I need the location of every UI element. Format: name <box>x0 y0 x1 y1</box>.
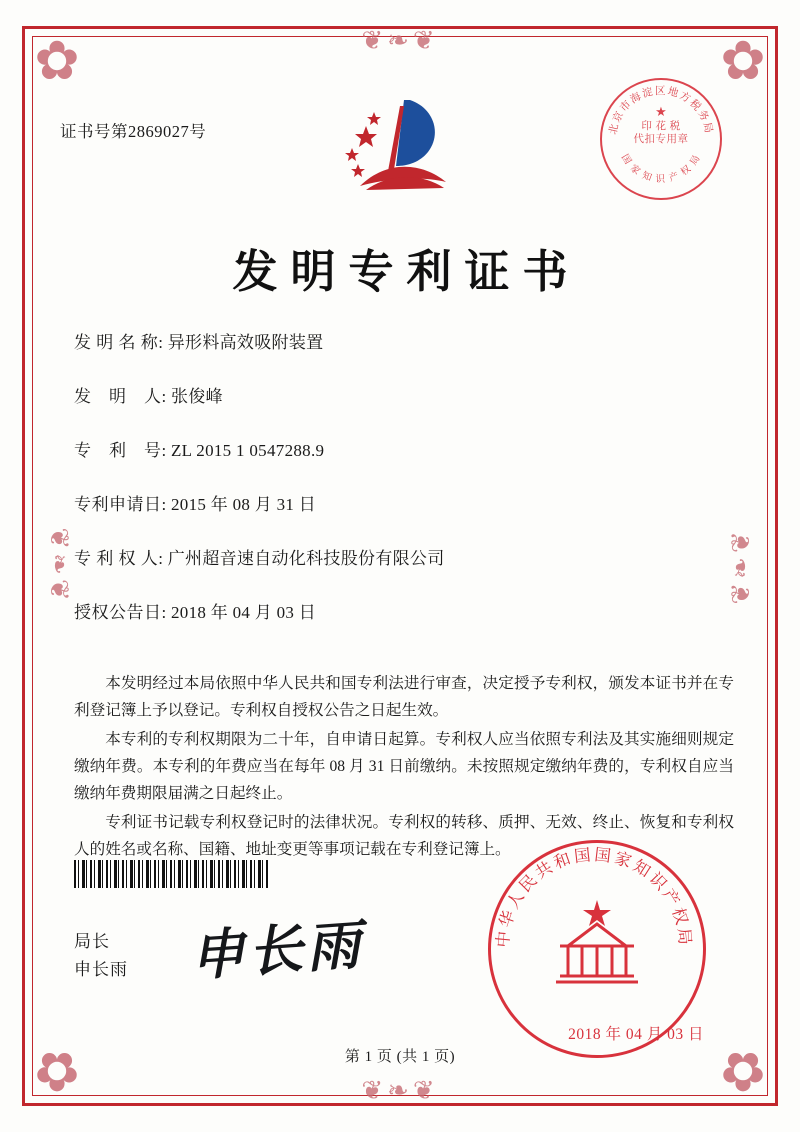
field-label: 发 明 人: <box>74 387 167 406</box>
certificate-number: 证书号第2869027号 <box>60 122 207 141</box>
svg-text:中华人民共和国国家知识产权局: 中华人民共和国国家知识产权局 <box>493 845 695 949</box>
commissioner-name: 申长雨 <box>74 960 128 979</box>
fields-list <box>74 332 740 656</box>
field-value: 异形料高效吸附装置 <box>167 333 324 352</box>
field-value: 2015 年 08 月 31 日 <box>170 495 317 514</box>
field-label: 授权公告日: <box>74 603 167 622</box>
field-invention-name <box>74 332 740 354</box>
field-inventor <box>74 386 740 408</box>
border-flourish-bottom: ❦❧❦ <box>361 1076 439 1105</box>
tax-stamp-line-2: 代扣专用章 <box>633 134 689 145</box>
border-flourish-top: ❦❧❦ <box>361 26 439 55</box>
field-label: 专 利 号: <box>74 441 167 460</box>
field-patentee <box>74 548 740 570</box>
corner-ornament-top-right: ✿ <box>720 31 766 91</box>
tax-stamp-line-1: 印 花 税 <box>641 121 681 132</box>
svg-text:北京市海淀区地方税务局: 北京市海淀区地方税务局 <box>607 86 715 136</box>
stamp-star-icon: ★ <box>655 104 667 119</box>
page-footer: 第 1 页 (共 1 页) <box>344 1049 456 1065</box>
barcode <box>74 860 270 888</box>
field-label: 专利申请日: <box>74 495 167 514</box>
seal-date: 2018 年 04 月 03 日 <box>568 1026 704 1043</box>
document-title: 发明专利证书 <box>232 247 581 297</box>
field-grant-date <box>74 602 740 624</box>
tax-stamp <box>600 78 722 200</box>
legal-paragraph-3: 专利证书记载专利权登记时的法律状况。专利权的转移、质押、无效、终止、恢复和专利权人的姓名或名称、国籍、地址变更等事项记载在专利登记簿上。 <box>74 814 734 858</box>
corner-ornament-top-left: ✿ <box>34 31 80 91</box>
corner-ornament-bottom-right: ✿ <box>720 1041 766 1101</box>
field-patent-number <box>74 440 740 462</box>
field-application-date <box>74 494 740 516</box>
field-value: 张俊峰 <box>170 387 223 406</box>
field-label: 专 利 权 人: <box>74 549 164 568</box>
commissioner-title: 局长 <box>74 932 110 951</box>
field-value: 2018 年 04 月 03 日 <box>170 603 317 622</box>
signature-block <box>74 928 128 984</box>
legal-paragraph-2: 本专利的专利权期限为二十年，自申请日起算。专利权人应当依照专利法及其实施细则规定缴纳年费。本专利的年费应当在每年 08 月 31 日前缴纳。未按照规定缴纳年费的，专利权自应当缴纳年费期限届满之日起终止。 <box>74 731 734 802</box>
corner-ornament-bottom-left: ✿ <box>34 1041 80 1101</box>
legal-paragraph-1: 本发明经过本局依照中华人民共和国专利法进行审查，决定授予专利权，颁发本证书并在专利登记簿上予以登记。专利权自授权公告之日起生效。 <box>74 675 734 719</box>
border-flourish-left: ❦❧❦ <box>44 527 74 605</box>
sipo-logo <box>330 90 470 210</box>
handwritten-signature: 申长雨 <box>188 912 367 988</box>
legal-text <box>74 670 734 865</box>
field-value: 广州超音速自动化科技股份有限公司 <box>167 549 445 568</box>
field-label: 发 明 名 称: <box>74 333 164 352</box>
svg-text:国 家 知 识 产 权 局: 国 家 知 识 产 权 局 <box>618 152 704 185</box>
field-value: ZL 2015 1 0547288.9 <box>170 441 325 460</box>
border-flourish-right: ❦❧❦ <box>726 527 756 605</box>
